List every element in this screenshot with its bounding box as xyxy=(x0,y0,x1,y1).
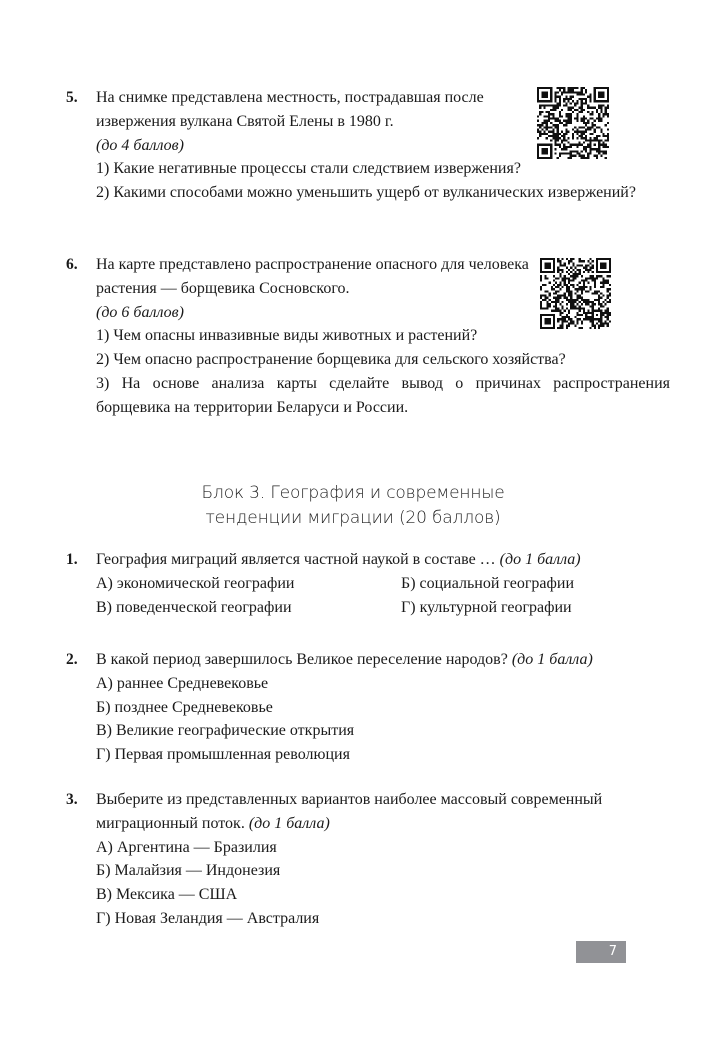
question-6-sub-1: 1) Чем опасны инвазивные виды животных и растений? xyxy=(96,327,478,345)
block3-question-3-stem: Выберите из представленных вариантов наиболее массовый современный миграционный поток. xyxy=(96,791,603,832)
block3-question-2-stem: В какой период завершилось Великое переселение народов? xyxy=(96,651,512,668)
page-number: 7 xyxy=(576,941,626,963)
question-6-sub-3: 3) На основе анализа карты сделайте вывод о причинах распространения борщевика на территории Беларуси и России. xyxy=(96,374,670,416)
option-a[interactable]: А) экономической географии xyxy=(96,574,295,592)
option-v[interactable]: В) поведенческой географии xyxy=(96,598,292,616)
block3-question-1-score: (до 1 балла) xyxy=(499,551,581,568)
block-3-heading xyxy=(66,481,640,531)
block3-question-2-options xyxy=(96,672,640,767)
question-6-stem: На карте представлено распространение опасного для человека растения — борщевика Сосновского. xyxy=(96,256,529,297)
question-6-number: 6. xyxy=(66,256,78,273)
block-3-heading-line-2: тенденции миграции (20 баллов) xyxy=(205,508,501,528)
block3-question-2 xyxy=(66,648,640,769)
option-b[interactable]: Б) позднее Средневековье xyxy=(96,698,273,716)
option-a[interactable]: А) раннее Средневековье xyxy=(96,674,269,692)
question-6-sub-2: 2) Чем опасно распространение борщевика для сельского хозяйства? xyxy=(96,351,566,369)
option-v[interactable]: В) Мексика — США xyxy=(96,886,238,904)
block3-question-1-number: 1. xyxy=(66,551,78,568)
option-v[interactable]: В) Великие географические открытия xyxy=(96,722,355,740)
question-5-stem: На снимке представлена местность, пострадавшая после извержения вулкана Святой Елены в 1980 г. xyxy=(96,89,484,130)
block3-question-3 xyxy=(66,788,640,933)
option-b[interactable]: Б) Малайзия — Индонезия xyxy=(96,862,281,880)
block-3-heading-line-1: Блок 3. География и современные xyxy=(201,483,505,503)
question-5-number: 5. xyxy=(66,89,78,106)
question-6 xyxy=(66,253,670,422)
option-b[interactable]: Б) социальной географии xyxy=(401,574,574,592)
question-6-score: (до 6 баллов) xyxy=(96,303,184,321)
option-g[interactable]: Г) культурной географии xyxy=(401,598,572,616)
block3-question-3-number: 3. xyxy=(66,791,78,808)
block3-question-3-score: (до 1 балла) xyxy=(248,814,330,832)
block3-question-1 xyxy=(66,548,640,621)
question-5-score: (до 4 баллов) xyxy=(96,136,184,154)
question-5-sub-1: 1) Какие негативные процессы стали следствием извержения? xyxy=(96,160,521,178)
block3-question-2-score: (до 1 балла) xyxy=(511,651,593,668)
block3-question-3-options xyxy=(96,836,640,931)
question-5-sub-2: 2) Какими способами можно уменьшить ущерб от вулканических извержений? xyxy=(96,184,636,202)
option-a[interactable]: А) Аргентина — Бразилия xyxy=(96,838,277,856)
question-5 xyxy=(66,86,640,207)
block3-question-1-stem: География миграций является частной наукой в составе … xyxy=(96,551,500,568)
block3-question-2-number: 2. xyxy=(66,651,78,668)
option-g[interactable]: Г) Первая промышленная революция xyxy=(96,746,350,764)
option-g[interactable]: Г) Новая Зеландия — Австралия xyxy=(96,909,320,927)
block3-question-1-options xyxy=(96,572,640,620)
